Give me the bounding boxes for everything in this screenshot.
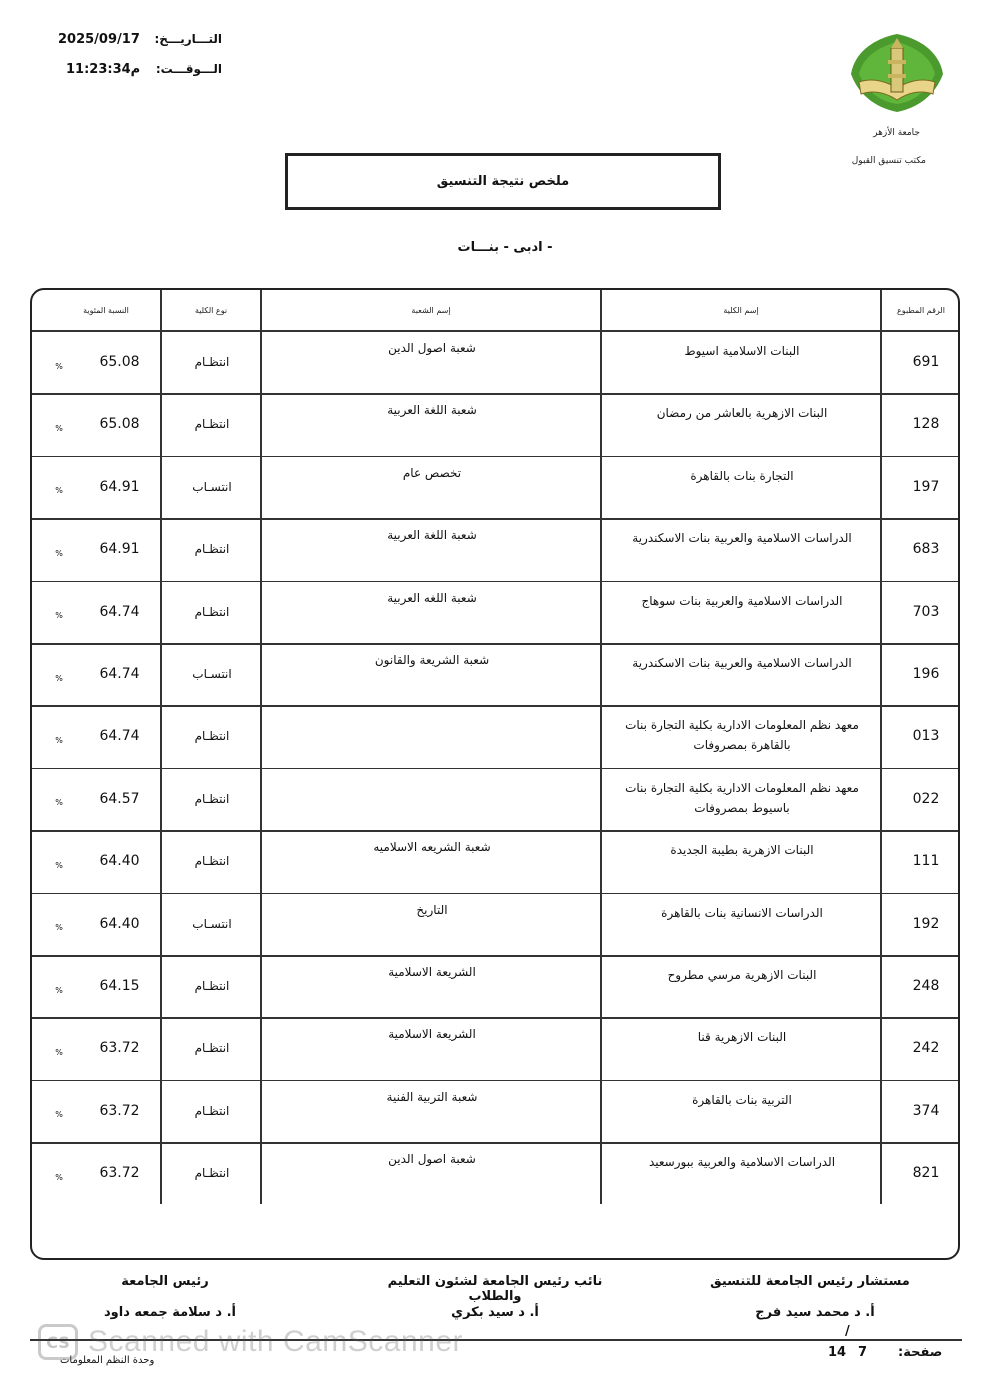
signature-name-coordination: أ. د محمد سيد فرج [755,1305,875,1320]
cell-percent-sign: % [55,423,63,433]
cell-number: 128 [912,416,940,433]
cell-percentage: 64.91 [99,541,140,558]
cell-percent-sign: % [55,1047,63,1057]
cell-percent-sign: % [55,486,63,496]
cell-type: انتظـام [194,854,230,869]
table-row [32,518,958,580]
cell-type: انتظـام [194,729,230,744]
cell-branch: تخصص عام [402,465,462,480]
cell-college: معهد نظم المعلومات الادارية بكلية التجارة بنات بالقاهرة بمصروفات [625,718,859,753]
page-current: 7 [858,1345,868,1360]
cell-percentage: 64.91 [99,478,140,495]
page-label: صفحة: [898,1345,943,1360]
cell-college: البنات الازهرية مرسي مطروح [667,968,817,982]
page-total: 14 [828,1345,847,1360]
cell-number: 374 [912,1102,940,1119]
cell-branch: شعبة اصول الدين [388,341,476,355]
signature-name-president: أ. د سلامة جمعه داود [104,1305,236,1320]
cell-percentage: 64.40 [99,915,140,932]
cell-percentage: 64.40 [99,853,140,870]
table-row [32,768,958,830]
cell-percent-sign: % [55,548,63,558]
cell-number: 197 [912,478,940,495]
header-num: الرقم المطبوع [897,305,945,315]
table-row [32,581,958,643]
cell-percentage: 64.74 [99,666,140,682]
cell-percent-sign: % [55,985,63,995]
cell-percentage: 63.72 [99,1040,140,1057]
cell-college: التربية بنات بالقاهرة [692,1092,792,1107]
cell-college: الدراسات الاسلامية والعربية بنات الاسكندرية [632,656,852,670]
cell-college: الدراسات الاسلامية والعربية بنات سوهاج [641,593,843,608]
time-value: 11:23:34م [66,62,141,77]
cell-percentage: 64.74 [99,603,140,620]
table-row [32,1017,958,1079]
cell-college: البنات الازهرية قنا [697,1030,787,1045]
table-row [32,830,958,892]
signature-name-vice-president: أ. د سيد بكري [451,1305,539,1320]
cell-type: انتظـام [194,1041,230,1056]
cell-number: 821 [912,1165,940,1182]
date-value: 2025/09/17 [58,32,140,47]
cell-branch: شعبة اصول الدين [388,1152,476,1167]
cell-college: البنات الاسلامية اسيوط [684,344,800,358]
cell-percentage: 63.72 [99,1165,140,1182]
cell-percent-sign: % [55,923,63,933]
cell-college: الدراسات الاسلامية والعربية ببورسعيد [648,1155,836,1170]
cell-number: 683 [912,541,940,558]
document-subtitle: - ادبى - بنـــات [457,240,553,255]
signature-title-vice-president: نائب رئيس الجامعة لشئون التعليم والطلاب [387,1274,603,1304]
cell-percent-sign: % [55,798,63,808]
table-row [32,705,958,767]
cell-branch: الشريعة الاسلامية [388,965,476,979]
cell-percentage: 65.08 [99,354,140,370]
table-row [32,331,958,393]
date-label: التـــاريـــخ: [154,32,222,46]
header-college: إسم الكلية [723,305,759,315]
table-row [32,393,958,455]
cell-type: انتسـاب [192,479,232,494]
cell-type: انتظـام [194,979,230,993]
cell-number: 022 [912,790,940,807]
header-pct: النسبة المئوية [83,305,129,315]
cell-branch: الشريعة الاسلامية [388,1027,476,1042]
table-row [32,456,958,518]
cell-branch: شعبة التربية الفنية [386,1089,478,1104]
cell-branch: شعبة اللغه العربية [387,590,477,605]
cell-number: 111 [912,853,940,870]
cell-type: انتسـاب [192,667,232,681]
cell-number: 013 [912,728,940,745]
cell-number: 703 [912,603,940,620]
header-type: نوع الكلية [194,305,228,315]
cell-percent-sign: % [55,735,63,745]
cell-number: 192 [912,915,940,932]
table-row [32,1080,958,1142]
cell-college: الدراسات الانسانية بنات بالقاهرة [661,905,823,920]
cell-type: انتظـام [194,542,230,557]
cell-branch: التاريخ [416,902,448,917]
header-branch: إسم الشعبة [411,305,451,315]
cell-percentage: 64.74 [99,728,140,745]
watermark-text: Scanned with CamScanner [88,1325,464,1358]
cell-percentage: 63.72 [99,1102,140,1119]
signature-title-president: رئيس الجامعة [121,1274,209,1289]
cell-type: انتظـام [194,604,230,619]
cell-percentage: 64.15 [99,978,140,994]
cell-branch [262,705,602,767]
slash-mark: / [845,1324,850,1339]
camscanner-logo-icon: CS [38,1324,78,1360]
cell-type: انتظـام [194,791,230,806]
cell-percent-sign: % [55,1110,63,1120]
cell-number: 242 [912,1040,940,1057]
table-row [32,643,958,705]
cell-branch [262,768,602,830]
cell-college: الدراسات الاسلامية والعربية بنات الاسكندرية [632,531,852,546]
university-name: جامعة الأزهر [873,128,920,138]
cell-number: 196 [912,666,940,682]
table-row [32,1142,958,1204]
time-label: الـــوقـــت: [155,62,222,76]
cell-college: البنات الازهرية بالعاشر من رمضان [656,406,828,421]
unit-name: وحدة النظم المعلومات [60,1355,155,1366]
cell-percent-sign: % [55,611,63,621]
cell-branch: شعبة اللغة العربية [387,403,477,418]
cell-type: انتظـام [194,1166,230,1181]
cell-percent-sign: % [55,361,63,371]
cell-percent-sign: % [55,673,63,683]
cell-college: معهد نظم المعلومات الادارية بكلية التجارة بنات باسيوط بمصروفات [625,780,859,815]
cell-branch: شعبة الشريعة والقانون [374,653,490,667]
document-title: ملخص نتيجة التنسيق [285,153,721,210]
cell-percentage: 64.57 [99,790,140,807]
cell-number: 248 [912,978,940,994]
cell-type: انتظـام [194,1103,230,1118]
cell-percent-sign: % [55,860,63,870]
cell-type: انتظـام [194,417,230,432]
cell-type: انتسـاب [192,916,232,931]
results-table [30,288,960,1260]
cell-number: 691 [912,354,940,370]
table-row [32,955,958,1017]
university-logo [847,30,947,116]
cell-college: البنات الازهرية بطيبة الجديدة [670,843,814,858]
cell-college: التجارة بنات بالقاهرة [690,468,794,483]
signature-title-coordination: مستشار رئيس الجامعة للتنسيق [710,1274,910,1289]
cell-percentage: 65.08 [99,416,140,433]
cell-percent-sign: % [55,1172,63,1182]
cell-branch: شعبة الشريعه الاسلاميه [373,840,491,855]
cell-type: انتظـام [194,355,230,369]
cell-branch: شعبة اللغة العربية [387,528,477,543]
office-name: مكتب تنسيق القبول [851,156,926,166]
camscanner-watermark [38,1320,463,1364]
table-row [32,893,958,955]
